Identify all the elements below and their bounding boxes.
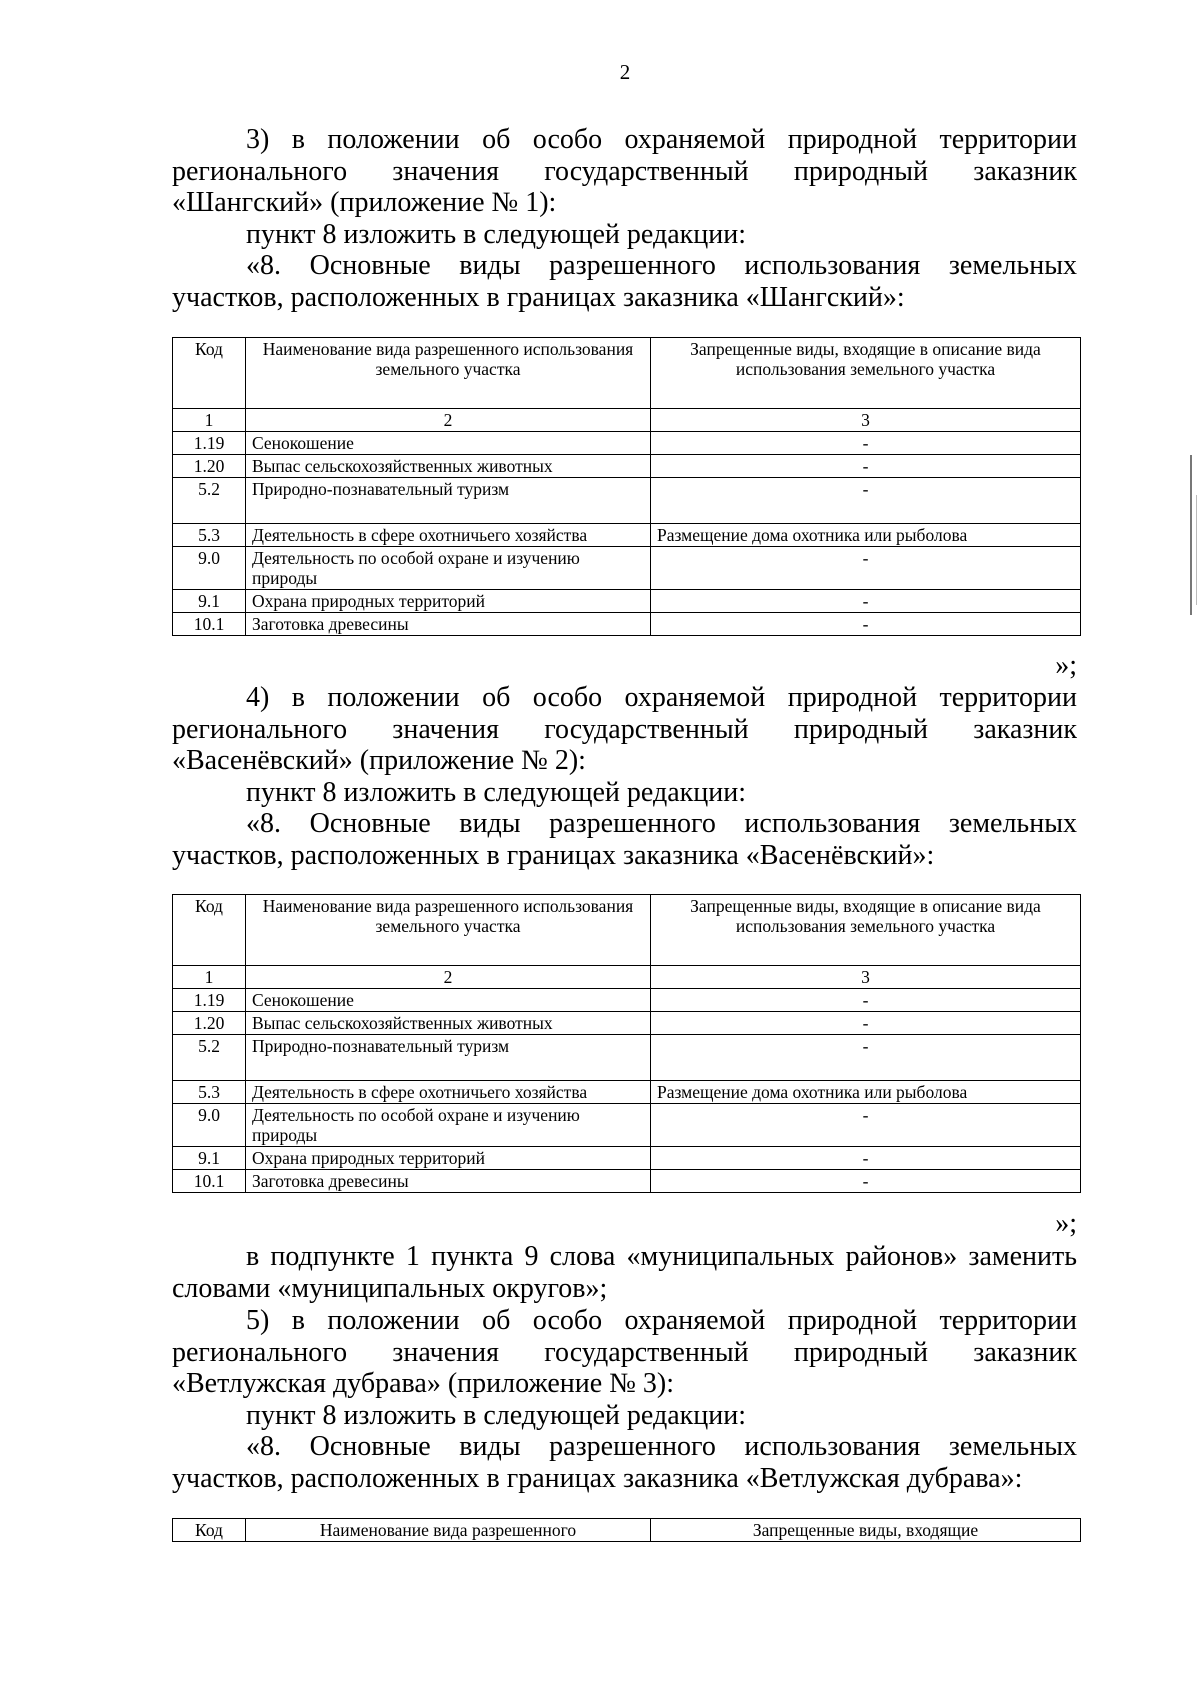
row-forbidden: -: [651, 1104, 1081, 1147]
scan-edge-mark: [1196, 495, 1197, 605]
row-name: Охрана природных территорий: [246, 590, 651, 613]
section-5-line-3: «Ветлужская дубрава» (приложение № 3):: [172, 1368, 675, 1399]
header-forbidden: Запрещенные виды, входящие в описание вида использования земельного участка: [651, 338, 1081, 409]
col-number-2: 2: [246, 409, 651, 432]
row-code: 10.1: [173, 1170, 246, 1193]
row-code: 9.0: [173, 1104, 246, 1147]
section-5-line-2: регионального значения государственный природный заказник: [172, 1336, 1077, 1368]
subpoint-line-2: словами «муниципальных округов»;: [172, 1272, 608, 1304]
row-code: 1.20: [173, 455, 246, 478]
header-code: Код: [173, 1519, 246, 1542]
section-4-p8-line-1: «8. Основные виды разрешенного использования земельных: [246, 808, 1077, 839]
row-forbidden: -: [651, 547, 1081, 590]
table-row: [173, 547, 1081, 590]
table-row: [173, 590, 1081, 613]
table-row: [173, 1170, 1081, 1193]
table-header-row: [173, 338, 1081, 409]
header-name: Наименование вида разрешенного: [246, 1519, 651, 1542]
row-code: 9.1: [173, 1147, 246, 1170]
section-4-subpoint: [172, 1241, 1077, 1304]
table-row: [173, 1012, 1081, 1035]
row-code: 9.0: [173, 547, 246, 590]
section-3-close: »;: [1055, 650, 1077, 681]
row-forbidden: Размещение дома охотника или рыболова: [651, 524, 1081, 547]
row-code: 5.2: [173, 478, 246, 524]
row-name: Выпас сельскохозяйственных животных: [246, 1012, 651, 1035]
subpoint-line-1: в подпункте 1 пункта 9 слова «муниципальных районов» заменить: [246, 1241, 1077, 1272]
row-name: Заготовка древесины: [246, 613, 651, 636]
row-name: Деятельность в сфере охотничьего хозяйства: [246, 1081, 651, 1104]
row-name: Охрана природных территорий: [246, 1147, 651, 1170]
section-4-line-2: регионального значения государственный природный заказник: [172, 713, 1077, 745]
header-code: Код: [173, 895, 246, 966]
row-name: Природно-познавательный туризм: [246, 478, 651, 524]
header-forbidden: Запрещенные виды, входящие: [651, 1519, 1081, 1542]
row-name: Выпас сельскохозяйственных животных: [246, 455, 651, 478]
section-3: [172, 124, 1077, 313]
table-header-row: [173, 895, 1081, 966]
table-shangsky: [172, 337, 1081, 636]
section-5-p8-line-1: «8. Основные виды разрешенного использования земельных: [246, 1431, 1077, 1462]
section-4-p8-line-2: участков, расположенных в границах заказника «Васенёвский»:: [172, 839, 935, 871]
row-name: Деятельность в сфере охотничьего хозяйства: [246, 524, 651, 547]
row-code: 5.3: [173, 524, 246, 547]
section-5: [172, 1305, 1077, 1494]
table-vasenevsky: [172, 894, 1081, 1193]
table-row: [173, 1104, 1081, 1147]
row-forbidden: Размещение дома охотника или рыболова: [651, 1081, 1081, 1104]
header-name: Наименование вида разрешенного использования земельного участка: [246, 895, 651, 966]
section-4-item: пункт 8 изложить в следующей редакции:: [246, 776, 746, 808]
section-3-line-1: 3) в положении об особо охраняемой природной территории: [246, 124, 1077, 155]
section-4-line-1: 4) в положении об особо охраняемой природной территории: [246, 682, 1077, 713]
col-number-3: 3: [651, 409, 1081, 432]
row-forbidden: -: [651, 590, 1081, 613]
section-4-line-3: «Васенёвский» (приложение № 2):: [172, 745, 586, 776]
table-row: [173, 613, 1081, 636]
section-3-line-2: регионального значения государственный природный заказник: [172, 155, 1077, 187]
col-number-1: 1: [173, 409, 246, 432]
row-name: Заготовка древесины: [246, 1170, 651, 1193]
section-3-p8-line-1: «8. Основные виды разрешенного использования земельных: [246, 250, 1077, 281]
section-4-close: »;: [1055, 1208, 1077, 1239]
table-row: [173, 1081, 1081, 1104]
section-5-p8-line-2: участков, расположенных в границах заказника «Ветлужская дубрава»:: [172, 1462, 1023, 1494]
table-row: [173, 478, 1081, 524]
row-forbidden: -: [651, 613, 1081, 636]
table-row: [173, 989, 1081, 1012]
row-forbidden: -: [651, 478, 1081, 524]
table-row: [173, 432, 1081, 455]
col-number-3: 3: [651, 966, 1081, 989]
row-name: Природно-познавательный туризм: [246, 1035, 651, 1081]
row-forbidden: -: [651, 1012, 1081, 1035]
header-code: Код: [173, 338, 246, 409]
section-5-item: пункт 8 изложить в следующей редакции:: [246, 1399, 746, 1431]
section-3-item: пункт 8 изложить в следующей редакции:: [246, 218, 746, 250]
row-name: Сенокошение: [246, 432, 651, 455]
row-name: Деятельность по особой охране и изучению природы: [246, 1104, 651, 1147]
row-code: 5.2: [173, 1035, 246, 1081]
table-row: [173, 524, 1081, 547]
col-number-2: 2: [246, 966, 651, 989]
row-code: 10.1: [173, 613, 246, 636]
table-header-row: [173, 1519, 1081, 1542]
table-vetluzhskaya: [172, 1518, 1081, 1542]
row-forbidden: -: [651, 455, 1081, 478]
scan-edge-mark: [1190, 455, 1192, 615]
col-number-1: 1: [173, 966, 246, 989]
row-forbidden: -: [651, 432, 1081, 455]
section-3-p8-line-2: участков, расположенных в границах заказника «Шангский»:: [172, 281, 905, 313]
table-number-row: [173, 966, 1081, 989]
header-forbidden: Запрещенные виды, входящие в описание вида использования земельного участка: [651, 895, 1081, 966]
row-forbidden: -: [651, 1170, 1081, 1193]
row-code: 1.20: [173, 1012, 246, 1035]
row-code: 9.1: [173, 590, 246, 613]
row-code: 1.19: [173, 432, 246, 455]
table-row: [173, 455, 1081, 478]
header-name: Наименование вида разрешенного использования земельного участка: [246, 338, 651, 409]
section-4: [172, 682, 1077, 871]
row-forbidden: -: [651, 989, 1081, 1012]
table-number-row: [173, 409, 1081, 432]
section-5-line-1: 5) в положении об особо охраняемой природной территории: [246, 1305, 1077, 1336]
row-name: Сенокошение: [246, 989, 651, 1012]
row-name: Деятельность по особой охране и изучению природы: [246, 547, 651, 590]
row-code: 1.19: [173, 989, 246, 1012]
page-number: 2: [619, 60, 631, 84]
row-forbidden: -: [651, 1035, 1081, 1081]
table-row: [173, 1035, 1081, 1081]
row-code: 5.3: [173, 1081, 246, 1104]
section-3-line-3: «Шангский» (приложение № 1):: [172, 187, 557, 218]
table-row: [173, 1147, 1081, 1170]
row-forbidden: -: [651, 1147, 1081, 1170]
